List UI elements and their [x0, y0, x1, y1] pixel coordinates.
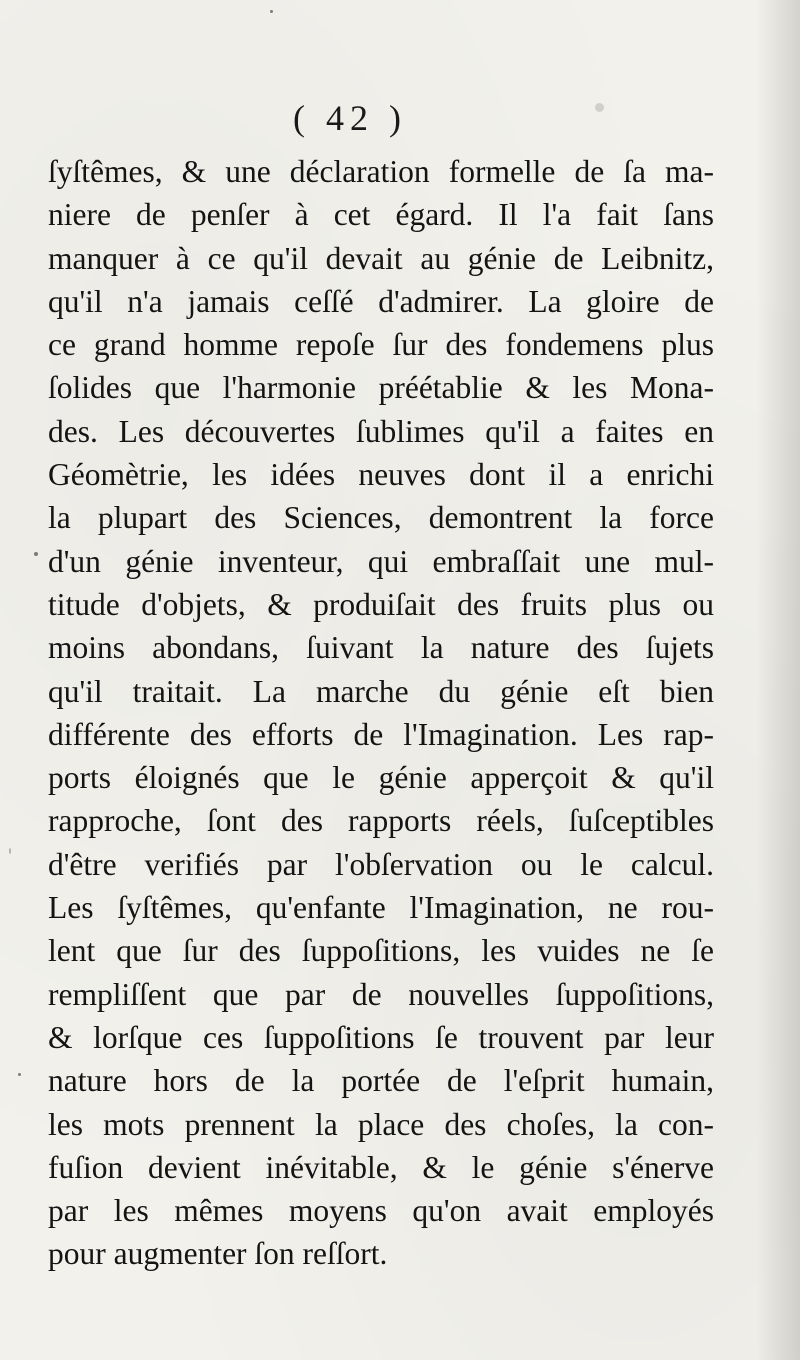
- page-edge-shadow: [756, 0, 800, 1360]
- text-line: ſolides que l'harmonie préétablie & les Mona-: [48, 370, 714, 406]
- text-line: rapproche, ſont des rapports réels, ſuſceptibles: [48, 803, 714, 839]
- ink-speck: [9, 848, 11, 854]
- page-number: ( 42 ): [293, 98, 407, 138]
- text-line: ports éloignés que le génie apperçoit & qu'il: [48, 760, 714, 796]
- text-line: qu'il n'a jamais ceſſé d'admirer. La gloire de: [48, 283, 714, 319]
- ink-speck: [595, 103, 604, 112]
- body-text: [48, 150, 714, 1276]
- text-line: qu'il traitait. La marche du génie eſt bien: [48, 673, 714, 709]
- text-line: niere de penſer à cet égard. Il l'a fait ſans: [48, 197, 714, 233]
- ink-speck: [18, 1073, 21, 1076]
- text-line: ſyſtêmes, & une déclaration formelle de ſa ma-: [48, 154, 714, 189]
- text-line: moins abondans, ſuivant la nature des ſujets: [48, 630, 714, 666]
- text-line: rempliſſent que par de nouvelles ſuppoſitions,: [48, 976, 714, 1012]
- text-line: d'être verifiés par l'obſervation ou le calcul.: [48, 846, 714, 882]
- text-line: pour augmenter ſon reſſort.: [48, 1236, 388, 1272]
- text-line: nature hors de la portée de l'eſprit humain,: [48, 1063, 714, 1099]
- ink-speck: [34, 552, 38, 556]
- text-line: & lorſque ces ſuppoſitions ſe trouvent par leur: [48, 1019, 714, 1055]
- text-line: Géomètrie, les idées neuves dont il a enrichi: [48, 457, 714, 493]
- text-line: ce grand homme repoſe ſur des fondemens plus: [48, 327, 714, 363]
- text-line: manquer à ce qu'il devait au génie de Leibnitz,: [48, 240, 714, 276]
- text-line: des. Les découvertes ſublimes qu'il a faites en: [48, 413, 714, 449]
- ink-speck: [270, 10, 273, 13]
- text-line: Les ſyſtêmes, qu'enfante l'Imagination, ne rou-: [48, 890, 714, 926]
- text-line: d'un génie inventeur, qui embraſſait une mul-: [48, 543, 714, 579]
- text-line: par les mêmes moyens qu'on avait employés: [48, 1193, 714, 1229]
- text-line: fuſion devient inévitable, & le génie s'énerve: [48, 1149, 714, 1185]
- text-line: différente des efforts de l'Imagination. Les rap-: [48, 716, 714, 752]
- text-line: la plupart des Sciences, demontrent la force: [48, 500, 714, 536]
- text-line: titude d'objets, & produiſait des fruits plus ou: [48, 586, 714, 622]
- text-line: lent que ſur des ſuppoſitions, les vuides ne ſe: [48, 933, 714, 969]
- text-line: les mots prennent la place des choſes, la con-: [48, 1106, 714, 1142]
